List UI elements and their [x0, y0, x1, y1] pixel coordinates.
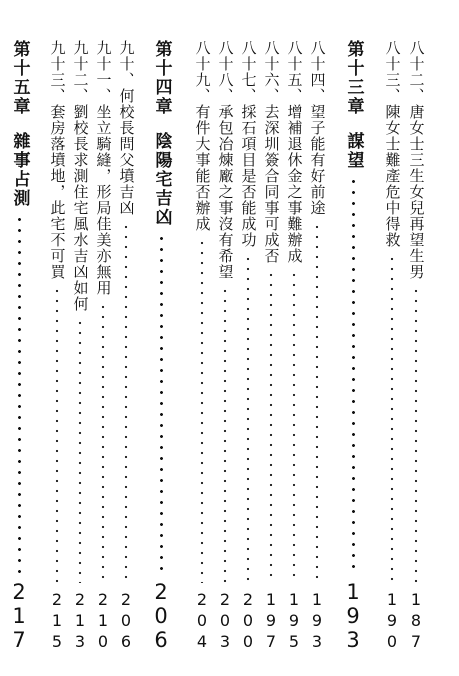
page-digit: 4 [196, 632, 208, 651]
dot-leader [124, 222, 128, 583]
page-number [75, 589, 85, 652]
page-digit: 5 [288, 632, 300, 651]
entry-title: 八十九、有件大事能否辦成 [193, 40, 212, 232]
toc-entry-88 [214, 40, 236, 652]
page-digit: 9 [346, 604, 360, 628]
page-digit: 2 [97, 590, 109, 609]
page-digit: 1 [386, 590, 398, 609]
page-digit: 3 [74, 632, 86, 651]
entry-title: 八十三、陳女士難產危中得救 [383, 40, 402, 248]
entry-title: 八十五、增補退休金之事難辦成 [285, 40, 304, 264]
page-digit: 3 [311, 632, 323, 651]
page-digit: 1 [311, 590, 323, 609]
dot-leader [159, 233, 164, 574]
page-number [12, 580, 25, 652]
dot-leader [223, 286, 227, 583]
page-digit: 1 [410, 590, 422, 609]
page-digit: 2 [12, 580, 26, 604]
page-number [289, 589, 299, 652]
page-number [220, 589, 230, 652]
entry-title: 九十一、坐立騎縫，形局佳美亦無用 [94, 40, 113, 296]
page-digit: 1 [74, 611, 86, 630]
page-digit: 1 [346, 580, 360, 604]
page-digit: 0 [120, 611, 132, 630]
dot-leader [390, 254, 394, 583]
page-digit: 9 [265, 611, 277, 630]
chapter-label: 第十三章 [343, 40, 364, 116]
page-digit: 2 [154, 580, 168, 604]
page-digit: 2 [51, 590, 63, 609]
page-digit: 0 [196, 611, 208, 630]
page-number [312, 589, 322, 652]
chapter-13-heading [340, 40, 366, 652]
entry-title: 八十四、望子能有好前途 [308, 40, 327, 216]
chapter-14-heading [148, 40, 174, 652]
page-number [346, 580, 359, 652]
page-digit: 0 [219, 611, 231, 630]
page-digit: 0 [97, 632, 109, 651]
page-digit: 9 [386, 611, 398, 630]
page-number [197, 589, 207, 652]
toc-entry-91 [92, 40, 114, 652]
page-digit: 6 [154, 628, 168, 652]
page-digit: 1 [265, 590, 277, 609]
dot-leader [55, 286, 59, 583]
toc-entry-90 [115, 40, 137, 652]
page-digit: 0 [154, 604, 168, 628]
entry-title: 八十六、去深圳簽合同事可成否 [262, 40, 281, 264]
toc-entry-86 [260, 40, 282, 652]
page-number [243, 589, 253, 652]
chapter-title: 陰陽宅吉凶 [151, 132, 172, 227]
page-digit: 9 [311, 611, 323, 630]
page-number [411, 589, 421, 652]
dot-leader [414, 286, 418, 583]
chapter-title: 雜事占測 [9, 132, 30, 208]
page-digit: 8 [410, 611, 422, 630]
page-digit: 1 [97, 611, 109, 630]
page-number [154, 580, 167, 652]
dot-leader [315, 222, 319, 583]
page-digit: 0 [242, 611, 254, 630]
dot-leader [269, 270, 273, 583]
entry-title: 八十七、採石項目是否能成功 [239, 40, 258, 248]
chapter-label: 第十五章 [9, 40, 30, 116]
dot-leader [78, 318, 82, 583]
page-digit: 1 [12, 604, 26, 628]
toc-entry-87 [237, 40, 259, 652]
page-digit: 2 [219, 590, 231, 609]
page-digit: 2 [242, 590, 254, 609]
chapter-15-heading [6, 40, 32, 652]
page-digit: 7 [12, 628, 26, 652]
toc-entry-83 [381, 40, 403, 652]
page-digit: 5 [51, 632, 63, 651]
toc-entry-84 [306, 40, 328, 652]
chapter-title: 謀望 [343, 132, 364, 170]
toc-entry-82 [405, 40, 427, 652]
dot-leader [101, 302, 105, 583]
entry-title: 八十二、唐女士三生女兒再望生男 [407, 40, 426, 280]
entry-title: 九十、何校長問父墳吉凶 [117, 40, 136, 216]
page-digit: 3 [346, 628, 360, 652]
page-digit: 1 [288, 590, 300, 609]
entry-title: 九十二、劉校長求測住宅風水吉凶如何 [71, 40, 90, 312]
entry-title: 八十八、承包冶煉廠之事沒有希望 [216, 40, 235, 280]
dot-leader [351, 176, 356, 574]
entry-title: 九十三、套房落墳地，此宅不可買 [48, 40, 67, 280]
page-number [121, 589, 131, 652]
dot-leader [246, 254, 250, 583]
page-number [52, 589, 62, 652]
page-number [98, 589, 108, 652]
toc-entry-93 [46, 40, 68, 652]
page-digit: 9 [288, 611, 300, 630]
page-digit: 0 [386, 632, 398, 651]
toc-entry-89 [191, 40, 213, 652]
page-number [266, 589, 276, 652]
page-digit: 2 [120, 590, 132, 609]
page-digit: 7 [265, 632, 277, 651]
page-digit: 0 [242, 632, 254, 651]
dot-leader [200, 238, 204, 583]
page-digit: 3 [219, 632, 231, 651]
toc-entry-92 [69, 40, 91, 652]
page-digit: 2 [196, 590, 208, 609]
toc-entry-85 [283, 40, 305, 652]
dot-leader [17, 214, 22, 574]
page-number [387, 589, 397, 652]
page-digit: 6 [120, 632, 132, 651]
page-digit: 7 [410, 632, 422, 651]
page-digit: 1 [51, 611, 63, 630]
page-digit: 2 [74, 590, 86, 609]
dot-leader [292, 270, 296, 583]
chapter-label: 第十四章 [151, 40, 172, 116]
